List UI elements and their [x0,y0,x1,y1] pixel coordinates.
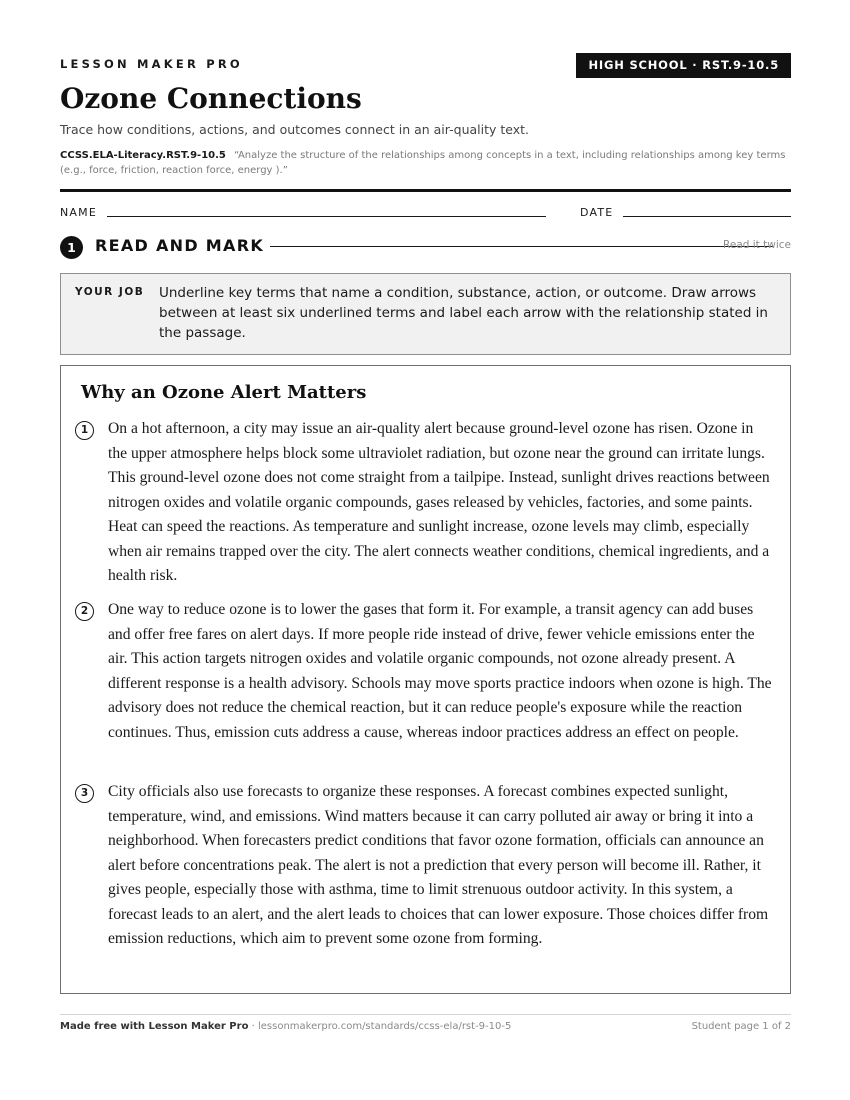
paragraph-number: 1 [75,421,94,440]
your-job-text: Underline key terms that name a condition, substance, action, or outcome. Draw arrows between at least six underlined terms and label each arrow with the relationship stated in the passage. [159,285,768,341]
passage-box [60,365,791,994]
footer-brand: Made free with Lesson Maker Pro [60,1021,249,1032]
paragraph-text: One way to reduce ozone is to lower the gases that form it. For example, a transit agency can add buses and offer free fares on alert days. If more people ride instead of drive, fewer vehicle emissions enter the air. This action targets nitrogen oxides and volatile organic compounds, not ozone already present. A different response is a health advisory. Schools may move sports practice indoors when ozone is high. The advisory does not reduce the chemical reaction, but it can reduce people's exposure while the reaction continues. Thus, emission cuts address a cause, whereas indoor practices address an effect on people. [108,601,772,741]
standard-code: CCSS.ELA-Literacy.RST.9-10.5 [60,150,226,161]
your-job-label: YOUR JOB [75,286,145,298]
paragraph-number: 3 [75,784,94,803]
paragraph-number: 2 [75,602,94,621]
standard-citation [60,148,791,178]
name-label: NAME [60,206,97,219]
brand-name: LESSON MAKER PRO [60,57,243,71]
your-job-box [60,273,791,355]
section-title: READ AND MARK [95,236,265,255]
passage-title: Why an Ozone Alert Matters [81,382,367,403]
footer-divider [60,1014,791,1015]
date-field[interactable] [623,216,791,217]
paragraph-text: On a hot afternoon, a city may issue an air-quality alert because ground-level ozone has risen. Ozone in the upper atmosphere helps block some ultraviolet radiation, but ozone near the ground can irritate lungs. This ground-level ozone does not come straight from a tailpipe. Instead, sunlight drives reactions between nitrogen oxides and volatile organic compounds, gases released by vehicles, factories, and some paints. Heat can speed the reactions. As temperature and sunlight increase, ozone levels may climb, especially when air remains trapped over the city. The alert connects weather conditions, chemical ingredients, and a health risk. [108,420,770,584]
paragraph-text: City officials also use forecasts to organize these responses. A forecast combines expected sunlight, temperature, wind, and emissions. Wind matters because it can carry polluted air away or bring it into a neighborhood. When forecasters predict conditions that favor ozone formation, officials can announce an alert before concentrations peak. The alert is not a prediction that every person will become ill. Rather, it gives people, especially those with asthma, time to limit strenuous outdoor activity. In this system, a forecast leads to an alert, and the alert leads to choices that can lower exposure. Those choices differ from emission reductions, which aim to prevent some ozone from forming. [108,783,769,947]
footer-credit [60,1021,511,1032]
header-divider [60,189,791,192]
grade-standard-badge: HIGH SCHOOL · RST.9-10.5 [576,53,791,78]
section-number: 1 [60,236,83,259]
section-divider [270,246,773,247]
section-note: Read it twice [723,239,791,251]
page-subtitle: Trace how conditions, actions, and outcomes connect in an air-quality text. [60,122,530,137]
page-number: Student page 1 of 2 [691,1021,791,1032]
footer-url[interactable]: · lessonmakerpro.com/standards/ccss-ela/rst-9-10-5 [248,1021,512,1032]
name-field[interactable] [107,216,546,217]
standard-text: “Analyze the structure of the relationships among concepts in a text, including relationships among key terms (e.g., force, friction, reaction force, energy ).” [60,150,786,176]
date-label: DATE [580,206,614,219]
page-title: Ozone Connections [60,82,362,115]
